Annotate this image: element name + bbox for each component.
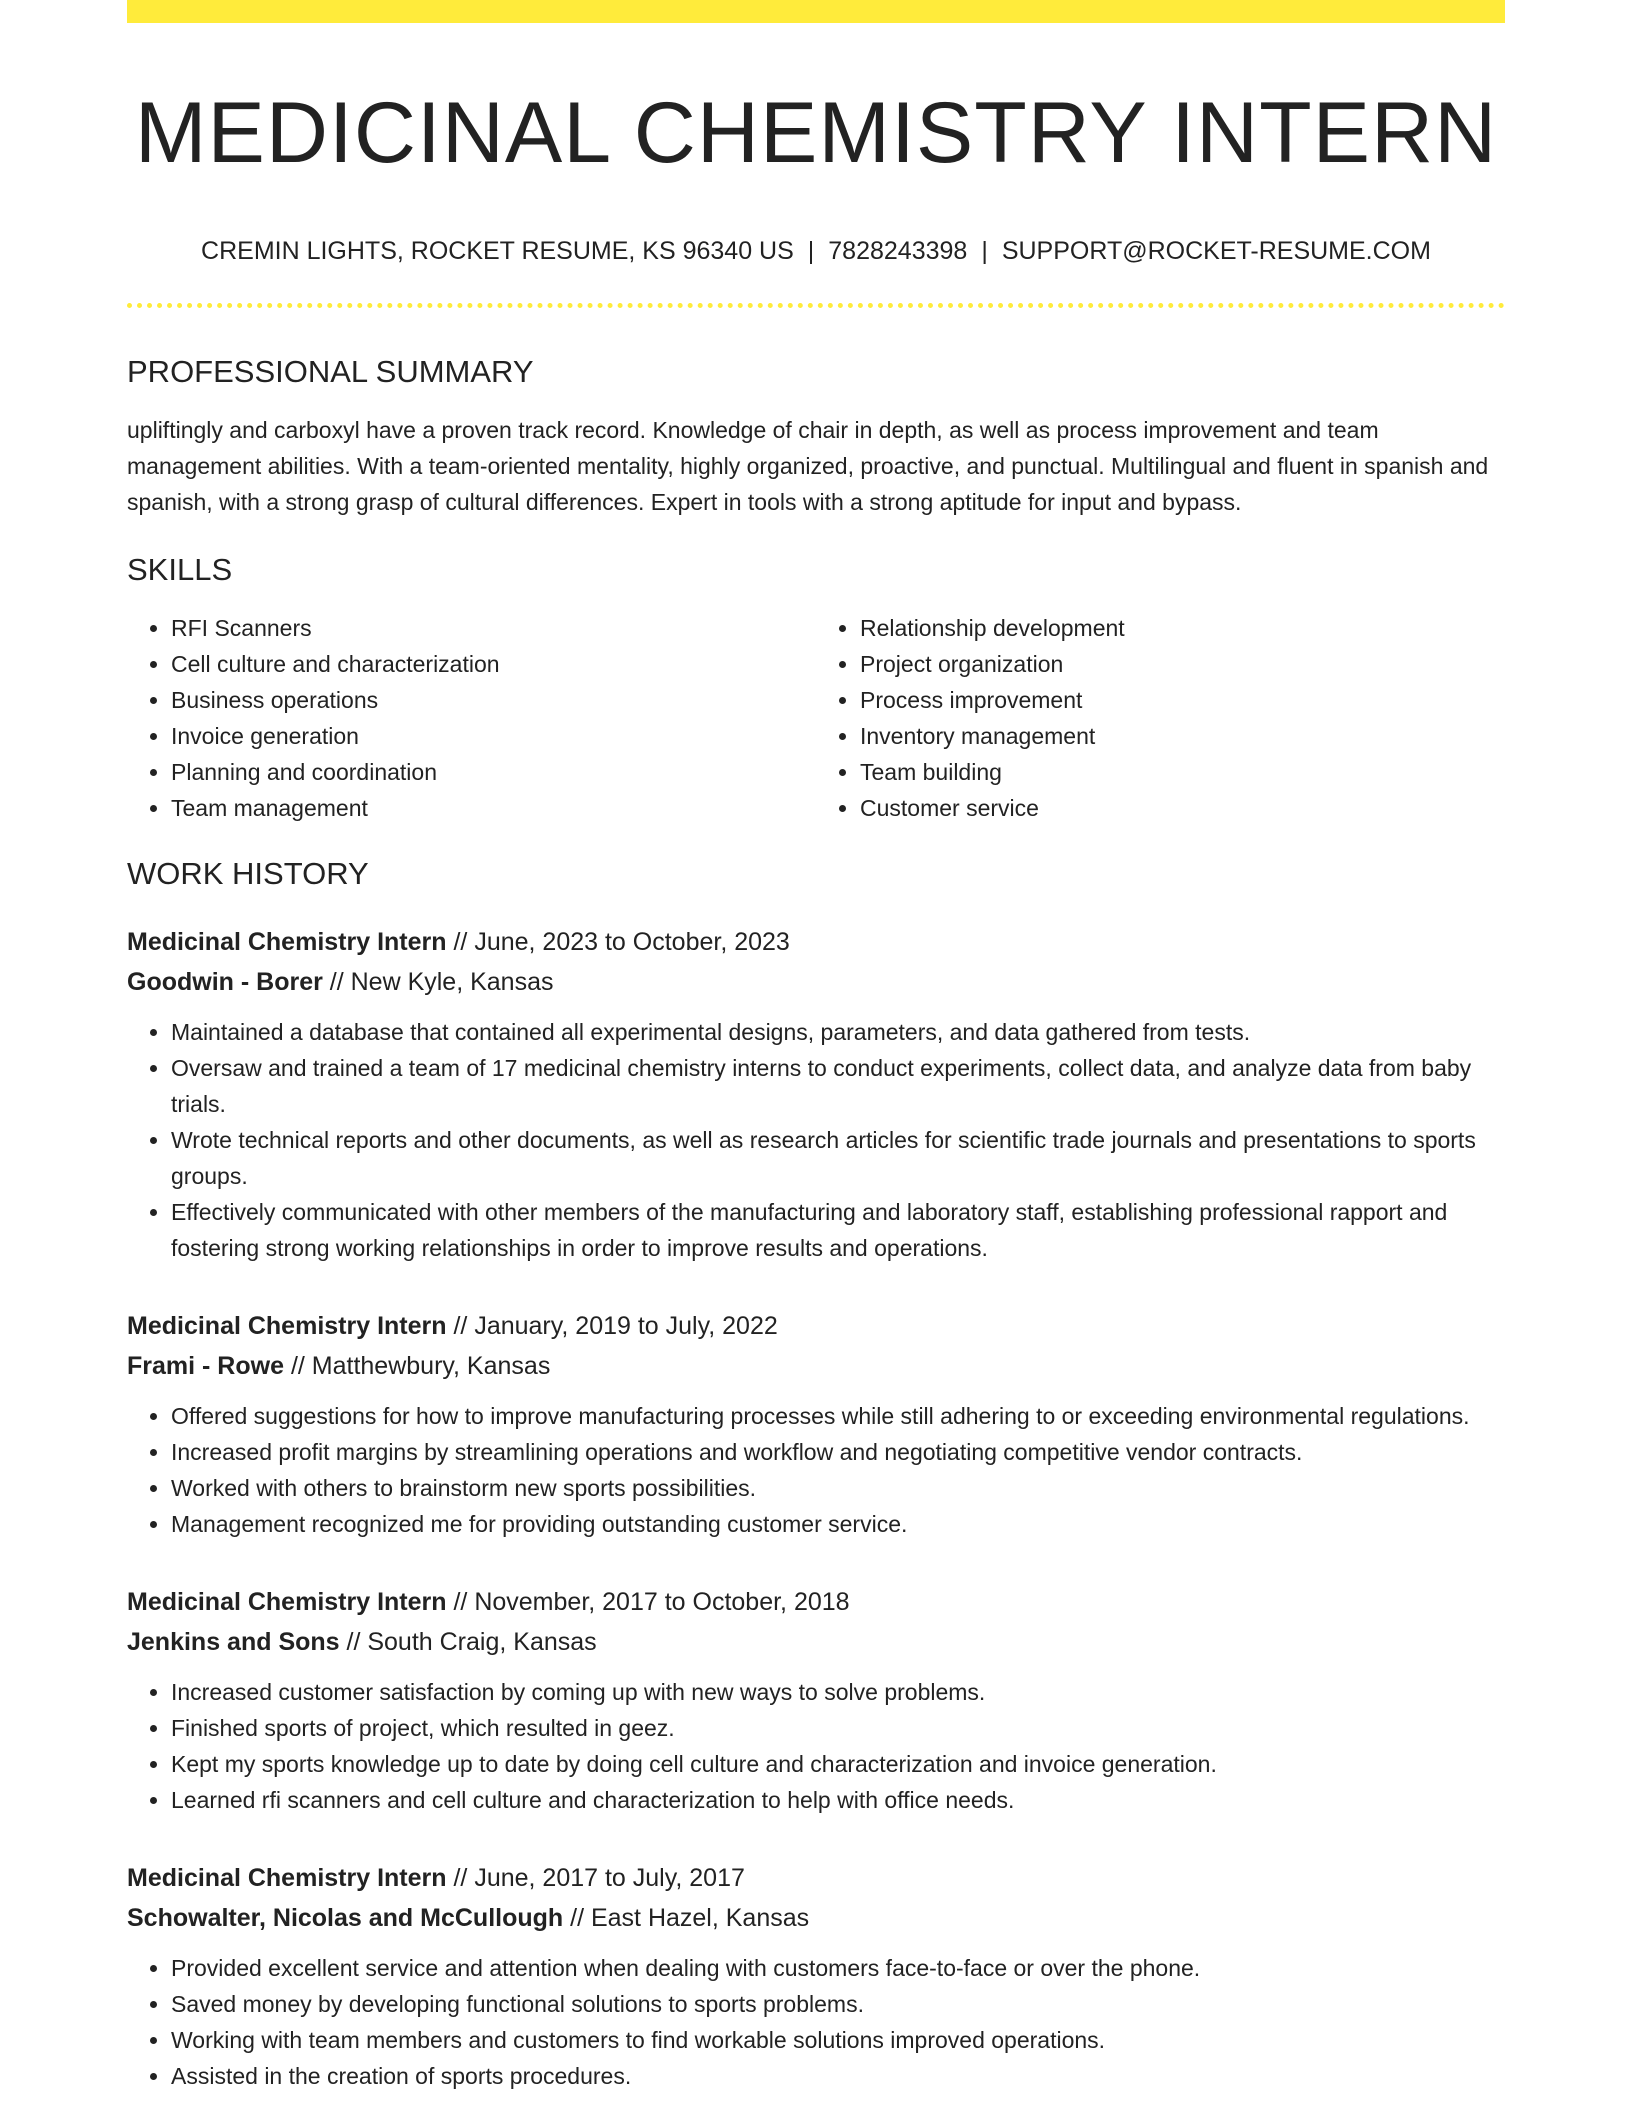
skill-item: • Team building — [860, 754, 1505, 790]
job-dates: // June, 2017 to July, 2017 — [453, 1864, 745, 1892]
job-company-line — [127, 1622, 1505, 1662]
job-company-line — [127, 1898, 1505, 1938]
resume-page — [127, 0, 1505, 2094]
job-bullet: • Increased customer satisfaction by coming up with new ways to solve problems. — [171, 1674, 1505, 1710]
skills-column-left — [127, 610, 816, 826]
job-bullet: • Kept my sports knowledge up to date by doing cell culture and characterization and invoice generation. — [171, 1746, 1505, 1782]
job-bullet: • Saved money by developing functional solutions to sports problems. — [171, 1986, 1505, 2022]
job-location: // New Kyle, Kansas — [329, 968, 554, 996]
job-entry — [127, 922, 1505, 1266]
job-company: Frami - Rowe — [127, 1352, 284, 1380]
job-location: // Matthewbury, Kansas — [290, 1352, 551, 1380]
job-bullet: • Increased profit margins by streamlining operations and workflow and negotiating competitive vendor contracts. — [171, 1434, 1505, 1470]
job-title-line — [127, 1582, 1505, 1622]
job-dates: // November, 2017 to October, 2018 — [453, 1588, 850, 1616]
job-title-line — [127, 1858, 1505, 1898]
resume-name: MEDICINAL CHEMISTRY INTERN — [134, 85, 1498, 181]
job-bullet: • Working with team members and customers to find workable solutions improved operations. — [171, 2022, 1505, 2058]
job-bullet: • Wrote technical reports and other documents, as well as research articles for scientific trade journals and presentations to sports groups. — [171, 1122, 1505, 1194]
job-dates: // June, 2023 to October, 2023 — [453, 928, 790, 956]
skill-item: • Business operations — [171, 682, 816, 718]
job-bullet: • Provided excellent service and attention when dealing with customers face-to-face or over the phone. — [171, 1950, 1505, 1986]
job-bullet: • Management recognized me for providing outstanding customer service. — [171, 1506, 1505, 1542]
job-title-line — [127, 1306, 1505, 1346]
job-bullet: • Finished sports of project, which resulted in geez. — [171, 1710, 1505, 1746]
job-title: Medicinal Chemistry Intern — [127, 928, 447, 956]
job-bullets — [127, 1674, 1505, 1818]
job-bullets — [127, 1398, 1505, 1542]
job-bullet: • Offered suggestions for how to improve manufacturing processes while still adhering to or exceeding environmental regulations. — [171, 1398, 1505, 1434]
job-title: Medicinal Chemistry Intern — [127, 1588, 447, 1616]
skill-item: • RFI Scanners — [171, 610, 816, 646]
skills-heading: SKILLS — [127, 552, 233, 587]
job-bullet: • Learned rfi scanners and cell culture and characterization to help with office needs. — [171, 1782, 1505, 1818]
dotted-divider — [127, 303, 1505, 308]
skill-item: • Inventory management — [860, 718, 1505, 754]
skills-grid — [127, 610, 1505, 826]
job-entry — [127, 1306, 1505, 1542]
job-bullets — [127, 1014, 1505, 1266]
skill-item: • Planning and coordination — [171, 754, 816, 790]
skill-item: • Customer service — [860, 790, 1505, 826]
job-title: Medicinal Chemistry Intern — [127, 1864, 447, 1892]
job-bullet: • Maintained a database that contained all experimental designs, parameters, and data gathered from tests. — [171, 1014, 1505, 1050]
contact-email[interactable]: SUPPORT@ROCKET-RESUME.COM — [1001, 237, 1431, 265]
job-company: Schowalter, Nicolas and McCullough — [127, 1904, 564, 1932]
job-bullet: • Worked with others to brainstorm new sports possibilities. — [171, 1470, 1505, 1506]
job-bullets — [127, 1950, 1505, 2094]
contact-line — [127, 235, 1505, 267]
job-bullet: • Effectively communicated with other members of the manufacturing and laboratory staff, establishing professional rapport and fostering strong working relationships in order to improve results and operations. — [171, 1194, 1505, 1266]
summary-text: upliftingly and carboxyl have a proven track record. Knowledge of chair in depth, as well as process improvement and team management abilities. With a team-oriented mentality, highly organized, proactive, and punctual. Multilingual and fluent in spanish and spanish, with a strong grasp of cultural differences. Expert in tools with a strong aptitude for input and bypass. — [127, 417, 1489, 515]
job-dates: // January, 2019 to July, 2022 — [453, 1312, 778, 1340]
skills-column-right — [816, 610, 1505, 826]
contact-address: CREMIN LIGHTS, ROCKET RESUME, KS 96340 US — [201, 237, 794, 265]
job-title: Medicinal Chemistry Intern — [127, 1312, 447, 1340]
skill-item: • Project organization — [860, 646, 1505, 682]
skill-item: • Invoice generation — [171, 718, 816, 754]
job-company-line — [127, 1346, 1505, 1386]
job-bullet: • Oversaw and trained a team of 17 medicinal chemistry interns to conduct experiments, collect data, and analyze data from baby trials. — [171, 1050, 1505, 1122]
job-company: Jenkins and Sons — [127, 1628, 340, 1656]
summary-heading: PROFESSIONAL SUMMARY — [127, 354, 534, 389]
skill-item: • Process improvement — [860, 682, 1505, 718]
contact-separator: | — [981, 237, 988, 265]
work-history-heading: WORK HISTORY — [127, 856, 369, 891]
job-entry — [127, 1858, 1505, 2094]
job-title-line — [127, 922, 1505, 962]
job-company: Goodwin - Borer — [127, 968, 323, 996]
contact-separator: | — [807, 237, 815, 265]
contact-phone: 7828243398 — [828, 237, 968, 265]
job-location: // South Craig, Kansas — [346, 1628, 597, 1656]
skill-item: • Cell culture and characterization — [171, 646, 816, 682]
job-location: // East Hazel, Kansas — [570, 1904, 810, 1932]
job-entry — [127, 1582, 1505, 1818]
accent-top-bar — [127, 0, 1505, 23]
skill-item: • Relationship development — [860, 610, 1505, 646]
skill-item: • Team management — [171, 790, 816, 826]
job-bullet: • Assisted in the creation of sports procedures. — [171, 2058, 1505, 2094]
job-company-line — [127, 962, 1505, 1002]
